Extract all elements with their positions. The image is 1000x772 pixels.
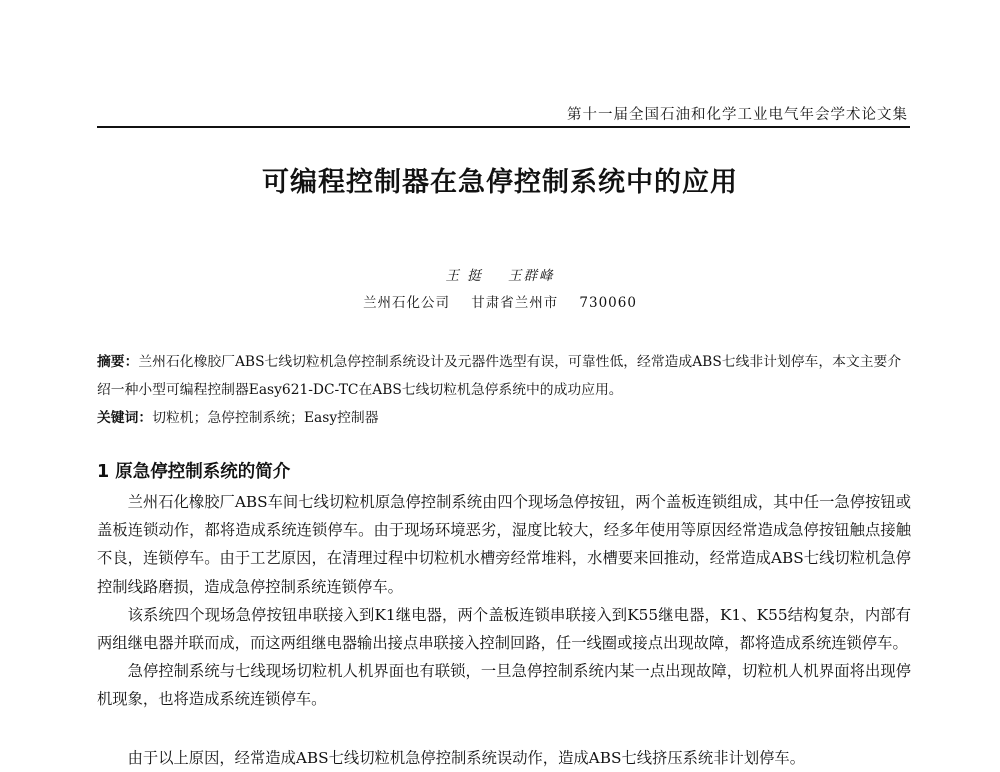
running-header: 第十一届全国石油和化学工业电气年会学术论文集 bbox=[567, 107, 908, 123]
body-paragraph: 兰州石化橡胶厂ABS车间七线切粒机原急停控制系统由四个现场急停按钮，两个盖板连锁组成，其中任一急停按钮或盖板连锁动作，都将造成系统连锁停车。由于现场环境恶劣，湿度比较大，经多年使用等原因经常造成急停按钮触点接触不良，连锁停车。由于工艺原因，在清理过程中切粒机水槽旁经常堆料，水槽要来回推动，经常造成ABS七线切粒机急停控制线路磨损，造成急停控制系统连锁停车。 bbox=[97, 493, 911, 596]
authors: 王 挺 王群峰 bbox=[445, 268, 555, 284]
paper-title: 可编程控制器在急停控制系统中的应用 bbox=[262, 167, 738, 198]
body-paragraph: 该系统四个现场急停按钮串联接入到K1继电器，两个盖板连锁串联接入到K55继电器，K1、K55结构复杂，内部有两组继电器并联而成，而这两组继电器输出接点串联接入控制回路，任一线圈或接点出现故障，都将造成系统连锁停车。 bbox=[97, 605, 911, 653]
abstract-label: 摘要： bbox=[97, 354, 139, 370]
keywords-text: 切粒机；急停控制系统；Easy控制器 bbox=[152, 410, 379, 426]
header-rule bbox=[97, 126, 910, 128]
affiliation: 兰州石化公司 甘肃省兰州市 730060 bbox=[363, 295, 637, 311]
keywords bbox=[97, 404, 911, 432]
section-heading: 1 原急停控制系统的简介 bbox=[97, 462, 291, 482]
body-paragraph: 急停控制系统与七线现场切粒机人机界面也有联锁，一旦急停控制系统内某一点出现故障，切粒机人机界面将出现停机现象，也将造成系统连锁停车。 bbox=[97, 662, 911, 709]
abstract bbox=[97, 348, 911, 404]
body-paragraph-cutoff: 由于以上原因，经常造成ABS七线切粒机急停控制系统误动作，造成ABS七线挤压系统非计划停车。 bbox=[127, 749, 806, 767]
abstract-text: 兰州石化橡胶厂ABS七线切粒机急停控制系统设计及元器件选型有误，可靠性低，经常造成ABS七线非计划停车，本文主要介绍一种小型可编程控制器Easy621-DC-TC在ABS七线切粒机急停系统中的成功应用。 bbox=[97, 354, 902, 398]
keywords-label: 关键词： bbox=[97, 410, 153, 426]
section-body bbox=[97, 488, 911, 714]
